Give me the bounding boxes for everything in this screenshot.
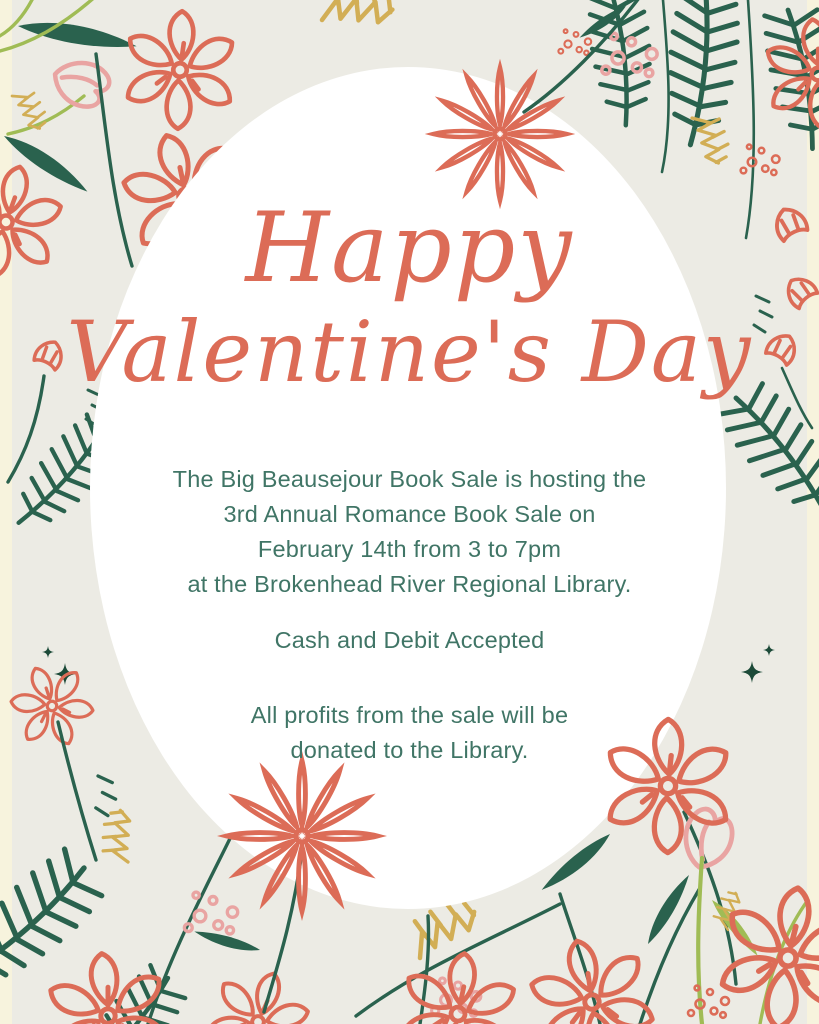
event-line: The Big Beausejour Book Sale is hosting the [172,466,647,492]
heading-valentines-day: Valentine's Day [66,303,753,401]
payment-note: Cash and Debit Accepted [274,627,545,653]
donation-line: donated to the Library. [290,737,529,763]
event-details [0,462,819,602]
donation-note [0,698,819,768]
event-line: February 14th from 3 to 7pm [257,536,562,562]
heading-happy: Happy [245,192,574,304]
event-line: 3rd Annual Romance Book Sale on [223,501,596,527]
event-line: at the Brokenhead River Regional Library. [187,571,632,597]
donation-line: All profits from the sale will be [250,702,569,728]
